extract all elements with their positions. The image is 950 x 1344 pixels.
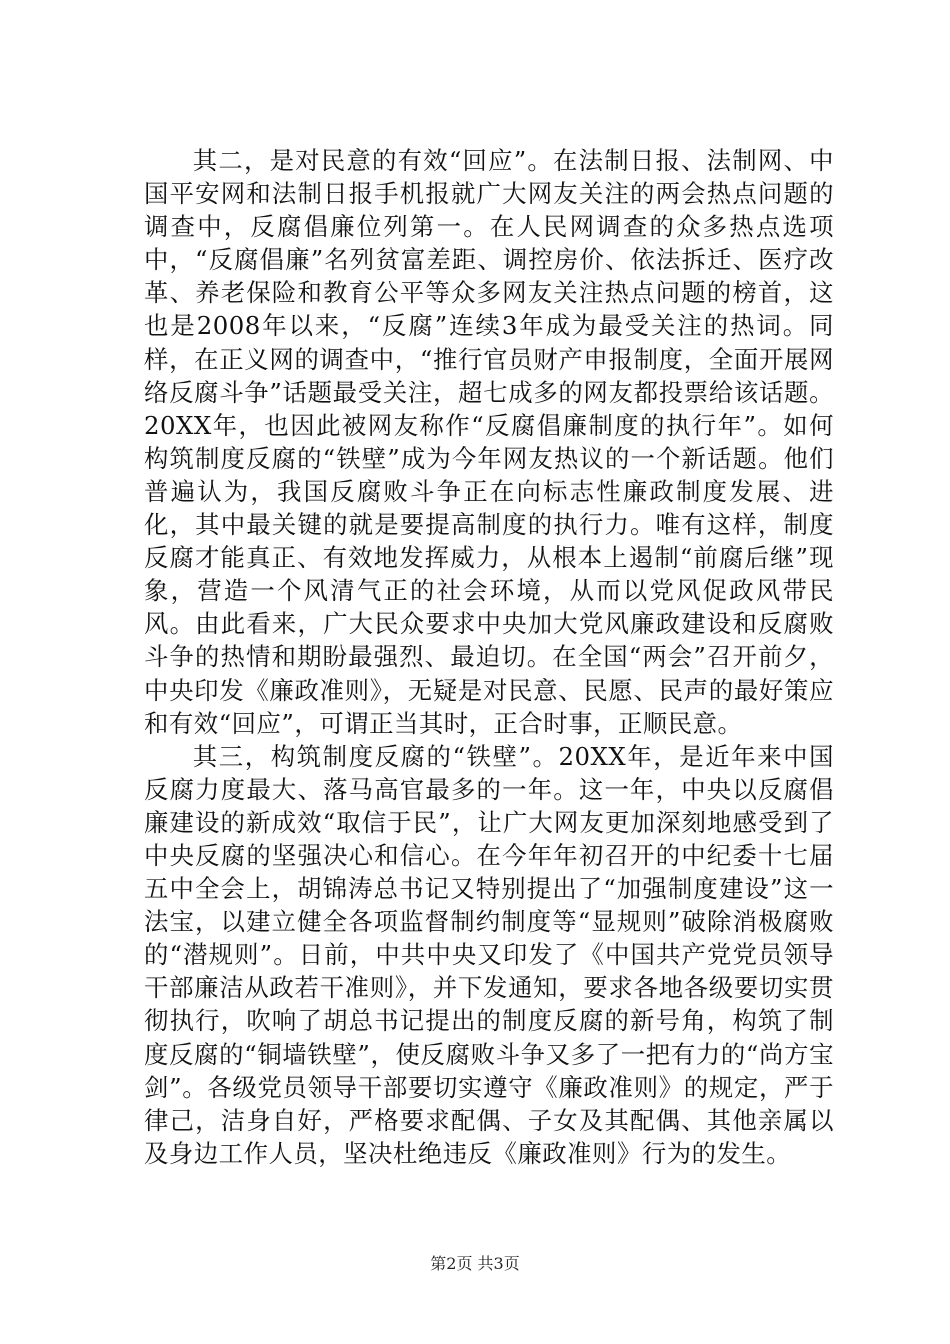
page-footer: 第2页 共3页 — [430, 1254, 520, 1273]
document-body — [144, 144, 834, 1170]
paragraph-2: 其二，是对民意的有效“回应”。在法制日报、法制网、中国平安网和法制日报手机报就广大网友关注的两会热点问题的调查中，反腐倡廉位列第一。在人民网调查的众多热点选项中，“反腐倡廉”名列贫富差距、调控房价、依法拆迁、医疗改革、养老保险和教育公平等众多网友关注热点问题的榜首，这也是2008年以来，“反腐”连续3年成为最受关注的热词。同样，在正义网的调查中，“推行官员财产申报制度，全面开展网络反腐斗争”话题最受关注，超七成多的网友都投票给该话题。20XX年，也因此被网友称作“反腐倡廉制度的执行年”。如何构筑制度反腐的“铁壁”成为今年网友热议的一个新话题。他们普遍认为，我国反腐败斗争正在向标志性廉政制度发展、进化，其中最关键的就是要提高制度的执行力。唯有这样，制度反腐才能真正、有效地发挥威力，从根本上遏制“前腐后继”现象，营造一个风清气正的社会环境，从而以党风促政风带民风。由此看来，广大民众要求中央加大党风廉政建设和反腐败斗争的热情和期盼最强烈、最迫切。在全国“两会”召开前夕，中央印发《廉政准则》，无疑是对民意、民愿、民声的最好策应和有效“回应”，可谓正当其时，正合时事，正顺民意。 — [144, 146, 834, 738]
paragraph-3: 其三，构筑制度反腐的“铁壁”。20XX年，是近年来中国反腐力度最大、落马高官最多的一年。这一年，中央以反腐倡廉建设的新成效“取信于民”，让广大网友更加深刻地感受到了中央反腐的坚强决心和信心。在今年年初召开的中纪委十七届五中全会上，胡锦涛总书记又特别提出了“加强制度建设”这一法宝，以建立健全各项监督制约制度等“显规则”破除消极腐败的“潜规则”。日前，中共中央又印发了《中国共产党党员领导干部廉洁从政若干准则》，并下发通知，要求各地各级要切实贯彻执行，吹响了胡总书记提出的制度反腐的新号角，构筑了制度反腐的“铜墙铁壁”，使反腐败斗争又多了一把有力的“尚方宝剑”。各级党员领导干部要切实遵守《廉政准则》的规定，严于律己，洁身自好，严格要求配偶、子女及其配偶、其他亲属以及身边工作人员，坚决杜绝违反《廉政准则》行为的发生。 — [144, 741, 834, 1168]
